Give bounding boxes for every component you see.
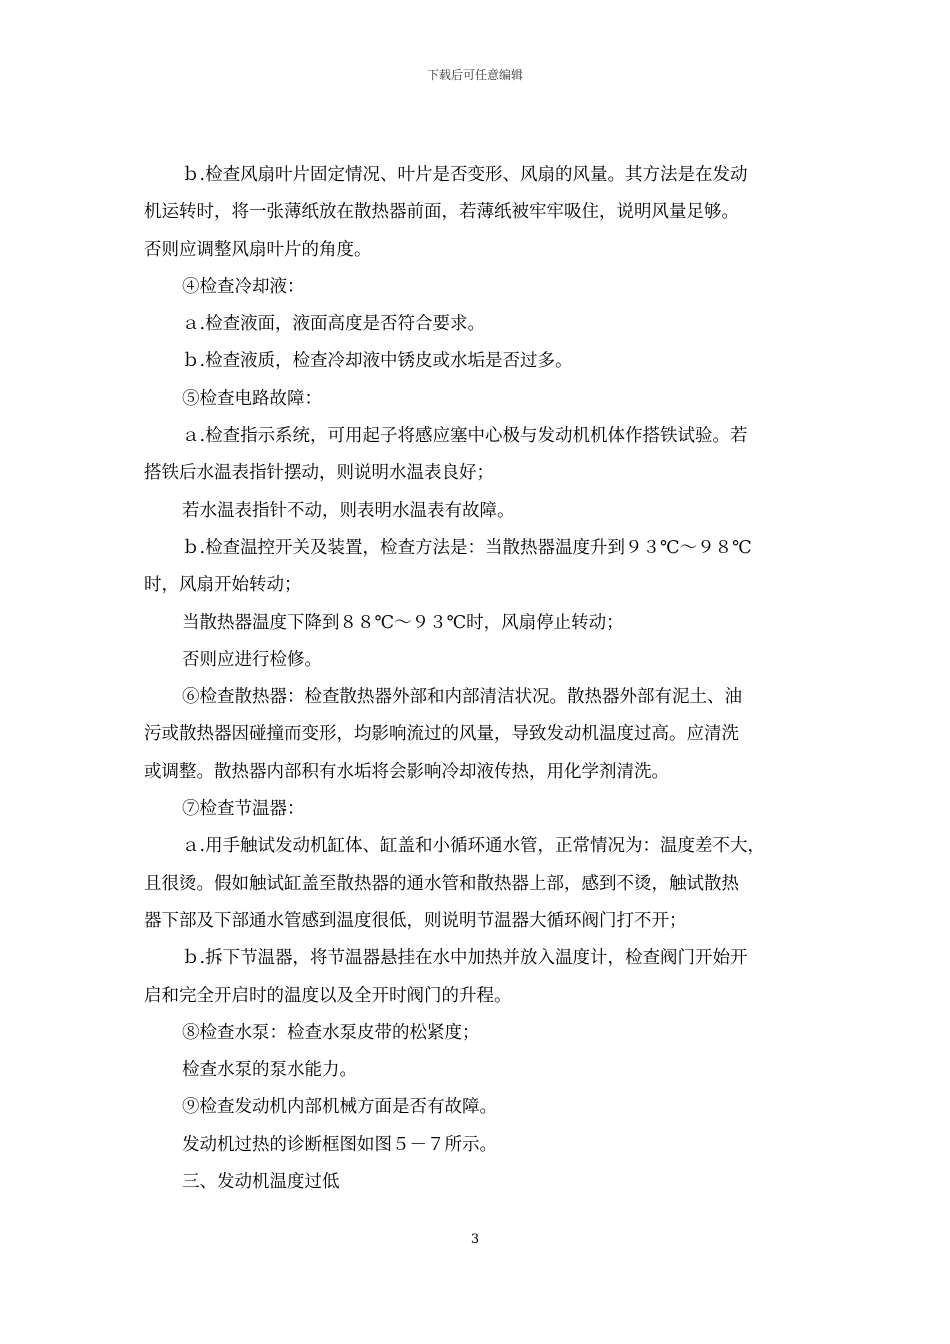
text-line: ａ.检查液面，液面高度是否符合要求。	[182, 314, 486, 335]
text-line: 否则应进行检修。	[182, 649, 322, 670]
text-line: 若水温表指针不动，则表明水温表有故障。	[182, 500, 515, 521]
text-line: 机运转时，将一张薄纸放在散热器前面，若薄纸被牢牢吸住，说明风量足够。	[144, 202, 739, 223]
text-line: ｂ.拆下节温器，将节温器悬挂在水中加热并放入温度计，检查阀门开始开	[182, 948, 748, 969]
text-line: ⑦检查节温器：	[182, 799, 305, 820]
text-line: ｂ.检查风扇叶片固定情况、叶片是否变形、风扇的风量。其方法是在发动	[182, 165, 748, 185]
text-line: 检查水泵的泵水能力。	[182, 1060, 357, 1081]
text-line: ａ.用手触试发动机缸体、缸盖和小循环通水管，正常情况为：温度差不大，	[182, 836, 766, 857]
text-line: 发动机过热的诊断框图如图５－７所示。	[182, 1134, 497, 1155]
text-line: 当散热器温度下降到８８℃～９３℃时，风扇停止转动；	[182, 612, 624, 633]
text-line: ｂ.检查液质，检查冷却液中锈皮或水垢是否过多。	[182, 351, 573, 372]
text-line: 否则应调整风扇叶片的角度。	[144, 239, 372, 260]
text-line: 污或散热器因碰撞而变形，均影响流过的风量，导致发动机温度过高。应清洗	[144, 724, 739, 745]
text-line: 或调整。散热器内部积有水垢将会影响冷却液传热，用化学剂清洗。	[144, 761, 669, 782]
text-line: 三、发动机温度过低	[182, 1172, 340, 1193]
text-line: 启和完全开启时的温度以及全开时阀门的升程。	[144, 985, 512, 1006]
text-line: ⑧检查水泵：检查水泵皮带的松紧度；	[182, 1022, 480, 1043]
text-line: ⑥检查散热器：检查散热器外部和内部清洁状况。散热器外部有泥土、油	[182, 687, 742, 708]
text-line: ④检查冷却液：	[182, 276, 305, 297]
document-body	[144, 157, 806, 1201]
text-line: 器下部及下部通水管感到温度很低，则说明节温器大循环阀门打不开；	[144, 910, 687, 931]
text-line: ⑨检查发动机内部机械方面是否有故障。	[182, 1097, 497, 1118]
text-line: ⑤检查电路故障：	[182, 388, 322, 409]
text-line: ａ.检查指示系统，可用起子将感应塞中心极与发动机机体作搭铁试验。若	[182, 426, 748, 447]
text-line: 搭铁后水温表指针摆动，则说明水温表良好；	[144, 463, 494, 484]
text-line: 时，风扇开始转动；	[144, 575, 302, 596]
page-number: 3	[470, 1232, 480, 1247]
page-header: 下载后可任意编辑	[426, 68, 523, 82]
text-line: 且很烫。假如触试缸盖至散热器的通水管和散热器上部，感到不烫，触试散热	[144, 873, 739, 894]
text-line: ｂ.检查温控开关及装置，检查方法是：当散热器温度升到９３℃～９８℃	[182, 537, 752, 558]
